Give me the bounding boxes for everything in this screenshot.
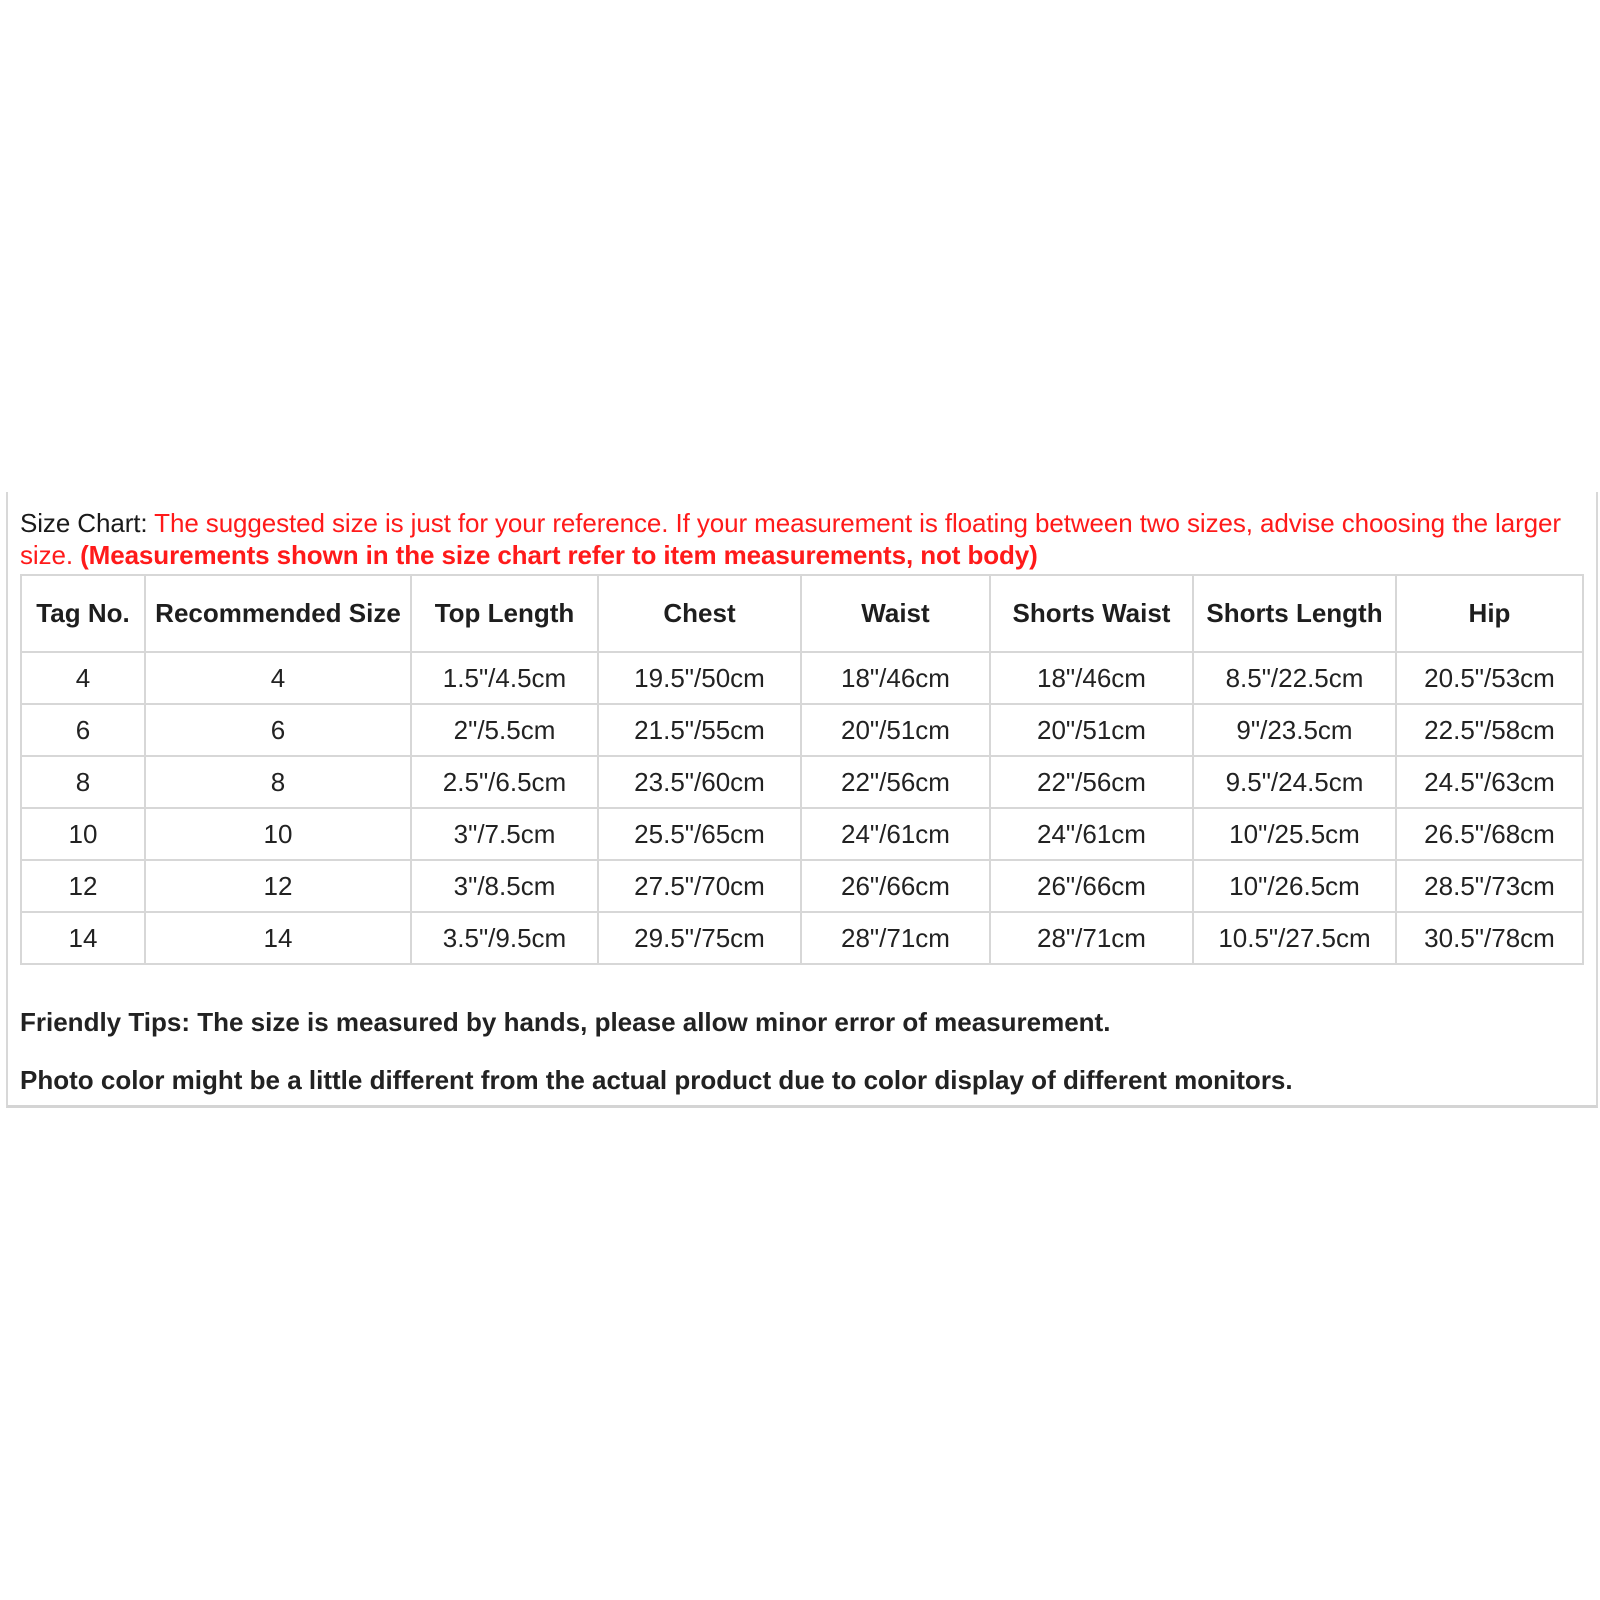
header-top-length: Top Length bbox=[411, 575, 598, 652]
size-chart-intro bbox=[20, 507, 1580, 571]
size-chart-panel bbox=[6, 492, 1598, 1108]
cell-waist: 20"/51cm bbox=[801, 704, 990, 756]
cell-recommended-size: 6 bbox=[145, 704, 411, 756]
cell-top-length: 3"/8.5cm bbox=[411, 860, 598, 912]
cell-chest: 25.5"/65cm bbox=[598, 808, 801, 860]
cell-top-length: 2"/5.5cm bbox=[411, 704, 598, 756]
photo-color-note: Photo color might be a little different from the actual product due to color display of different monitors. bbox=[20, 1065, 1293, 1095]
cell-hip: 20.5"/53cm bbox=[1396, 652, 1583, 704]
cell-recommended-size: 12 bbox=[145, 860, 411, 912]
table-row bbox=[21, 756, 1583, 808]
cell-shorts-length: 10"/25.5cm bbox=[1193, 808, 1396, 860]
cell-tag-no: 6 bbox=[21, 704, 145, 756]
cell-tag-no: 14 bbox=[21, 912, 145, 964]
cell-shorts-length: 10.5"/27.5cm bbox=[1193, 912, 1396, 964]
table-row bbox=[21, 912, 1583, 964]
cell-top-length: 3.5"/9.5cm bbox=[411, 912, 598, 964]
cell-recommended-size: 14 bbox=[145, 912, 411, 964]
cell-shorts-waist: 28"/71cm bbox=[990, 912, 1193, 964]
cell-hip: 22.5"/58cm bbox=[1396, 704, 1583, 756]
header-waist: Waist bbox=[801, 575, 990, 652]
cell-top-length: 1.5"/4.5cm bbox=[411, 652, 598, 704]
cell-waist: 28"/71cm bbox=[801, 912, 990, 964]
header-recommended-size bbox=[145, 575, 411, 652]
cell-shorts-waist: 18"/46cm bbox=[990, 652, 1193, 704]
size-chart-colon: : bbox=[140, 508, 155, 538]
cell-chest: 29.5"/75cm bbox=[598, 912, 801, 964]
cell-tag-no: 8 bbox=[21, 756, 145, 808]
header-recommended-size-label: Recommended Size bbox=[155, 598, 401, 628]
table-row bbox=[21, 860, 1583, 912]
table-row bbox=[21, 808, 1583, 860]
cell-recommended-size: 4 bbox=[145, 652, 411, 704]
cell-top-length: 3"/7.5cm bbox=[411, 808, 598, 860]
measurement-note: (Measurements shown in the size chart refer to item measurements, not body) bbox=[80, 540, 1038, 570]
cell-hip: 26.5"/68cm bbox=[1396, 808, 1583, 860]
table-header-row bbox=[21, 575, 1583, 652]
cell-tag-no: 10 bbox=[21, 808, 145, 860]
cell-chest: 21.5"/55cm bbox=[598, 704, 801, 756]
cell-shorts-length: 9.5"/24.5cm bbox=[1193, 756, 1396, 808]
friendly-tips: Friendly Tips: The size is measured by hands, please allow minor error of measurement. bbox=[20, 1007, 1111, 1037]
table-row bbox=[21, 652, 1583, 704]
cell-top-length: 2.5"/6.5cm bbox=[411, 756, 598, 808]
size-chart-label: Size Chart bbox=[20, 508, 141, 538]
cell-hip: 24.5"/63cm bbox=[1396, 756, 1583, 808]
cell-shorts-waist: 26"/66cm bbox=[990, 860, 1193, 912]
cell-tag-no: 4 bbox=[21, 652, 145, 704]
cell-hip: 30.5"/78cm bbox=[1396, 912, 1583, 964]
header-shorts-waist: Shorts Waist bbox=[990, 575, 1193, 652]
cell-shorts-length: 9"/23.5cm bbox=[1193, 704, 1396, 756]
cell-chest: 27.5"/70cm bbox=[598, 860, 801, 912]
header-shorts-length: Shorts Length bbox=[1193, 575, 1396, 652]
cell-shorts-waist: 20"/51cm bbox=[990, 704, 1193, 756]
cell-chest: 23.5"/60cm bbox=[598, 756, 801, 808]
cell-tag-no: 12 bbox=[21, 860, 145, 912]
header-chest: Chest bbox=[598, 575, 801, 652]
cell-recommended-size: 10 bbox=[145, 808, 411, 860]
cell-hip: 28.5"/73cm bbox=[1396, 860, 1583, 912]
header-hip: Hip bbox=[1396, 575, 1583, 652]
table-row bbox=[21, 704, 1583, 756]
cell-chest: 19.5"/50cm bbox=[598, 652, 801, 704]
size-advice-note: The suggested size is just for your reference. If your measurement is floating between two sizes, advise choosing the larger size. bbox=[20, 508, 1561, 570]
cell-shorts-waist: 24"/61cm bbox=[990, 808, 1193, 860]
cell-shorts-waist: 22"/56cm bbox=[990, 756, 1193, 808]
header-tag-no: Tag No. bbox=[21, 575, 145, 652]
size-table bbox=[20, 574, 1584, 965]
cell-shorts-length: 10"/26.5cm bbox=[1193, 860, 1396, 912]
cell-waist: 24"/61cm bbox=[801, 808, 990, 860]
cell-waist: 26"/66cm bbox=[801, 860, 990, 912]
cell-recommended-size: 8 bbox=[145, 756, 411, 808]
cell-waist: 22"/56cm bbox=[801, 756, 990, 808]
cell-shorts-length: 8.5"/22.5cm bbox=[1193, 652, 1396, 704]
cell-waist: 18"/46cm bbox=[801, 652, 990, 704]
